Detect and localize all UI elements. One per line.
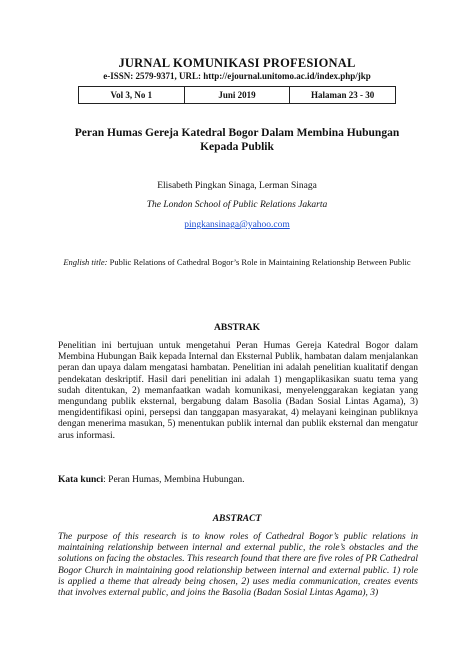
keywords-text: : Peran Humas, Membina Hubungan.: [103, 475, 245, 485]
volume-cell: Vol 3, No 1: [79, 87, 185, 103]
abstract-paragraph: The purpose of this research is to know roles of Cathedral Bogor’s public relations in maintaining relationship between internal and external public, the role’s obstacles and the solutions on facing the obstacles. This research found that there are five roles of PR Cathedral Bogor Church in maintaining good relationship between internal and external public. 1) role is applied a theme that already being chosen, 2) uses media communication, creates events that involves external public, and joins the Basolia (Badan Sosial Lintas Agama), 3): [58, 532, 418, 599]
affiliation: The London School of Public Relations Jakarta: [146, 200, 328, 210]
date-cell: Juni 2019: [185, 87, 291, 103]
keywords: [58, 475, 418, 485]
abstrak-paragraph: Penelitian ini bertujuan untuk mengetahui Peran Humas Gereja Katedral Bogor dalam Membina Hubungan Baik kepada Internal dan Eksternal Publik, hambatan dalam menjalankan peran dan upaya dalam mengatasi hambatan. Penelitian ini adalah penelitian kualitatif dengan pendekatan deskriptif. Hasil dari penelitian ini adalah 1) mengaplikasikan suatu tema yang sudah ditentukan, 2) memanfaatkan wadah komunikasi, menyelenggarakan kegiatan yang mengundang publik eksternal, bergabung dalam Basolia (Badan Sosial Lintas Agama), 3) mengidentifikasi opini, persepsi dan tanggapan masyarakat, 4) melayani keinginan publiknya dengan menerima masukan, 5) menentukan publik internal dan publik eksternal dan mengatur arus informasi.: [58, 341, 418, 441]
email-line: [0, 220, 474, 230]
english-title-label: English title:: [63, 257, 108, 267]
english-title: [58, 257, 416, 268]
abstrak-body: [58, 341, 418, 442]
article-title: Peran Humas Gereja Katedral Bogor Dalam Membina Hubungan Kepada Publik: [74, 127, 400, 153]
pages-cell: Halaman 23 - 30: [311, 90, 375, 100]
abstrak-heading: ABSTRAK: [214, 323, 260, 333]
abstract-body: [58, 532, 418, 599]
issue-info-table: [78, 86, 396, 104]
journal-title: JURNAL KOMUNIKASI PROFESIONAL: [118, 56, 356, 70]
abstract-heading: ABSTRACT: [212, 514, 262, 524]
authors: Elisabeth Pingkan Sinaga, Lerman Sinaga: [157, 181, 317, 191]
english-title-text: Public Relations of Cathedral Bogor’s Role in Maintaining Relationship Between Public: [107, 257, 411, 267]
journal-issn-url: e-ISSN: 2579-9371, URL: http://ejournal.unitomo.ac.id/index.php/jkp: [103, 71, 371, 81]
keywords-label: Kata kunci: [58, 475, 104, 485]
email-link[interactable]: pingkansinaga@yahoo.com: [184, 220, 290, 230]
